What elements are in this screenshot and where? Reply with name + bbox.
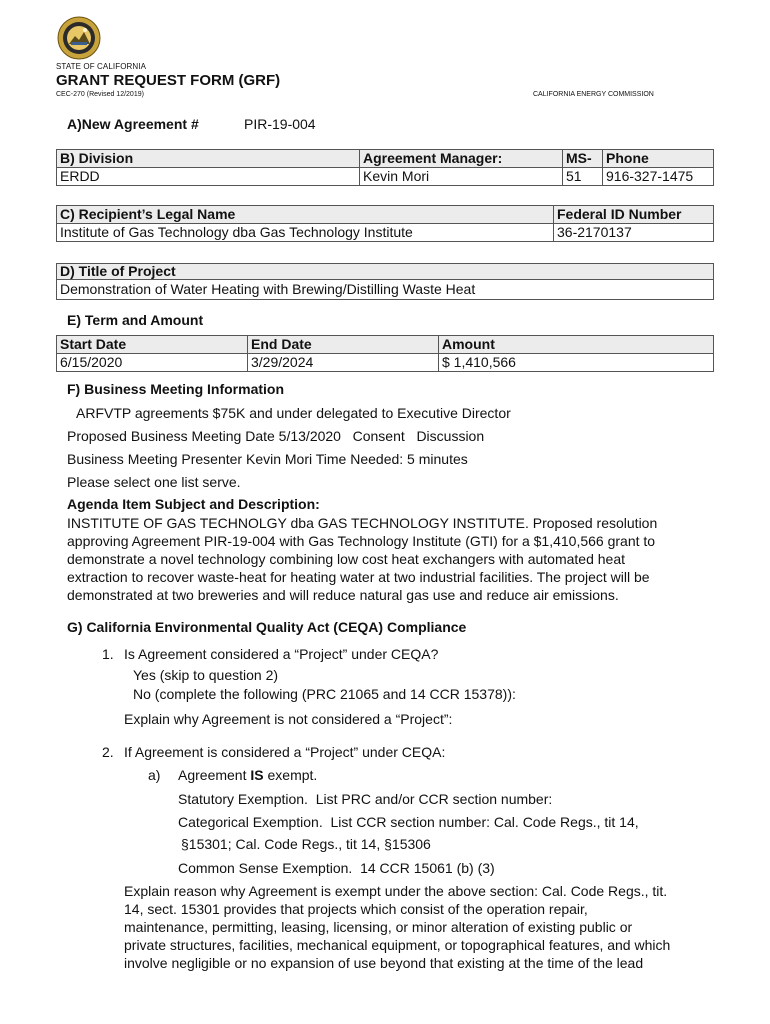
- recipient-header: C) Recipient’s Legal Name: [57, 206, 554, 224]
- question-1-explain: Explain why Agreement is not considered a “Project”:: [124, 711, 453, 727]
- question-2a-post: exempt.: [263, 767, 318, 783]
- term-amount-heading: E) Term and Amount: [67, 312, 204, 328]
- form-title: GRANT REQUEST FORM (GRF): [56, 72, 281, 89]
- question-1-number: 1.: [102, 646, 114, 662]
- agenda-line: INSTITUTE OF GAS TECHNOLGY dba GAS TECHNOLOGY INSTITUTE. Proposed resolution: [67, 515, 658, 531]
- commission-name: CALIFORNIA ENERGY COMMISSION: [533, 91, 654, 98]
- division-table: [56, 149, 714, 186]
- manager-field[interactable]: Kevin Mori: [360, 168, 563, 186]
- arfvtp-option[interactable]: ARFVTP agreements $75K and under delegated to Executive Director: [76, 405, 511, 421]
- agenda-heading: Agenda Item Subject and Description:: [67, 496, 320, 512]
- phone-field[interactable]: 916-327-1475: [603, 168, 714, 186]
- start-date-header: Start Date: [57, 336, 248, 354]
- list-serve-line[interactable]: Please select one list serve.: [67, 474, 241, 490]
- end-date-header: End Date: [248, 336, 439, 354]
- question-2a-label: a): [148, 767, 161, 783]
- presenter-line[interactable]: Business Meeting Presenter Kevin Mori Time Needed: 5 minutes: [67, 451, 468, 467]
- explain-line: 14, sect. 15301 provides that projects which consist of the operation repair,: [124, 901, 588, 917]
- division-header: B) Division: [57, 150, 360, 168]
- new-agreement-label: A)New Agreement #: [67, 116, 199, 132]
- project-title-field[interactable]: Demonstration of Water Heating with Brewing/Distilling Waste Heat: [57, 280, 714, 300]
- explain-line: Explain reason why Agreement is exempt under the above section: Cal. Code Regs., tit.: [124, 883, 668, 899]
- question-1-text: Is Agreement considered a “Project” under CEQA?: [124, 646, 439, 662]
- ms-field[interactable]: 51: [563, 168, 603, 186]
- start-date-field[interactable]: 6/15/2020: [57, 354, 248, 372]
- meeting-date-line[interactable]: Proposed Business Meeting Date 5/13/2020 Consent Discussion: [67, 428, 485, 444]
- amount-field[interactable]: $ 1,410,566: [439, 354, 714, 372]
- question-2-number: 2.: [102, 744, 114, 760]
- division-field[interactable]: ERDD: [57, 168, 360, 186]
- agenda-description: [67, 514, 717, 604]
- ms-header: MS-: [563, 150, 603, 168]
- state-seal-icon: [57, 16, 101, 60]
- project-title-header: D) Title of Project: [57, 264, 714, 280]
- question-2a-bold: IS: [250, 767, 264, 783]
- project-title-table: [56, 263, 714, 300]
- question-1-no-option[interactable]: No (complete the following (PRC 21065 and 14 CCR 15378)):: [133, 686, 516, 702]
- explain-line: private structures, facilities, mechanical equipment, or topographical features, and which: [124, 937, 671, 953]
- federal-id-header: Federal ID Number: [554, 206, 714, 224]
- phone-header: Phone: [603, 150, 714, 168]
- term-table: [56, 335, 714, 372]
- manager-header: Agreement Manager:: [360, 150, 563, 168]
- agenda-line: extraction to recover waste-heat for heating water at two industrial facilities. The project will be: [67, 569, 650, 585]
- explain-line: involve negligible or no expansion of use beyond that existing at the time of the lead: [124, 955, 644, 971]
- end-date-field[interactable]: 3/29/2024: [248, 354, 439, 372]
- recipient-table: [56, 205, 714, 242]
- ceqa-heading: G) California Environmental Quality Act (CEQA) Compliance: [67, 619, 467, 635]
- statutory-exemption-option[interactable]: Statutory Exemption. List PRC and/or CCR section number:: [178, 791, 553, 807]
- agenda-line: demonstrate a novel technology combining low cost heat exchangers with automated heat: [67, 551, 626, 567]
- form-revision: CEC-270 (Revised 12/2019): [56, 91, 144, 98]
- agenda-line: demonstrated at two breweries and will reduce natural gas use and reduce air emissions.: [67, 587, 619, 603]
- exemption-explanation: [124, 882, 724, 972]
- question-2-text: If Agreement is considered a “Project” under CEQA:: [124, 744, 446, 760]
- business-meeting-heading: F) Business Meeting Information: [67, 381, 285, 397]
- question-2a-pre: Agreement: [178, 767, 251, 783]
- new-agreement-number[interactable]: PIR-19-004: [244, 116, 316, 132]
- recipient-field[interactable]: Institute of Gas Technology dba Gas Technology Institute: [57, 224, 554, 242]
- categorical-exemption-option[interactable]: Categorical Exemption. List CCR section number: Cal. Code Regs., tit 14,: [178, 814, 639, 830]
- federal-id-field[interactable]: 36-2170137: [554, 224, 714, 242]
- explain-line: maintenance, permitting, leasing, licensing, or minor alteration of existing public or: [124, 919, 633, 935]
- agenda-line: approving Agreement PIR-19-004 with Gas Technology Institute (GTI) for a $1,410,566 grant to: [67, 533, 656, 549]
- state-name: STATE OF CALIFORNIA: [56, 62, 147, 71]
- categorical-exemption-continued: §15301; Cal. Code Regs., tit 14, §15306: [181, 836, 431, 852]
- common-sense-exemption-option[interactable]: Common Sense Exemption. 14 CCR 15061 (b) (3): [178, 860, 495, 876]
- amount-header: Amount: [439, 336, 714, 354]
- question-1-yes-option[interactable]: Yes (skip to question 2): [133, 667, 279, 683]
- question-2a-text: [178, 766, 317, 784]
